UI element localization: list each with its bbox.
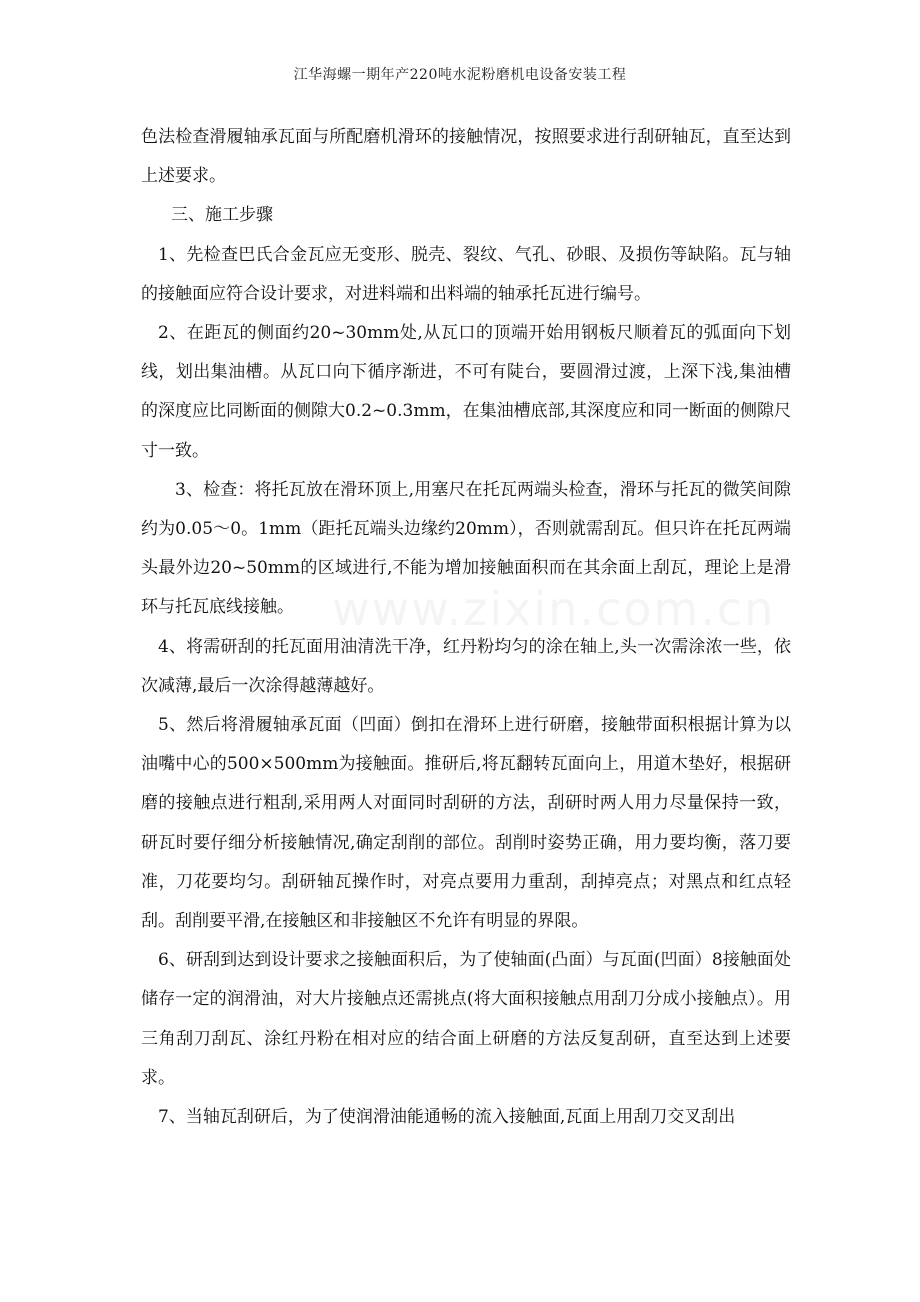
paragraph-step-3: 3、检查：将托瓦放在滑环顶上,用塞尺在托瓦两端头检查，滑环与托瓦的微笑间隙约为0.05～0。1mm（距托瓦端头边缘约20mm），否则就需刮瓦。但只许在托瓦两端头最外边20~50mm的区域进行,不能为增加接触面积而在其余面上刮瓦，理论上是滑环与托瓦底线接触。 bbox=[141, 479, 791, 618]
paragraph-step-7: 7、当轴瓦刮研后，为了使润滑油能通畅的流入接触面,瓦面上用刮刀交叉刮出 bbox=[158, 1107, 736, 1128]
section-heading: 三、施工步骤 bbox=[171, 205, 273, 226]
watermark: www.zixin.com.cn bbox=[332, 582, 776, 636]
paragraph-step-2: 2、在距瓦的侧面约20~30mm处,从瓦口的顶端开始用钢板尺顺着瓦的弧面向下划线，划出集油槽。从瓦口向下循序渐进，不可有陡台，要圆滑过渡，上深下浅,集油槽的深度应比同断面的侧隙大0.2~0.3mm，在集油槽底部,其深度应和同一断面的侧隙尺寸一致。 bbox=[141, 323, 791, 461]
paragraph-step-4: 4、将需研刮的托瓦面用油清洗干净，红丹粉均匀的涂在轴上,头一次需涂浓一些，依次减薄,最后一次涂得越薄越好。 bbox=[141, 636, 791, 696]
paragraph-step-6: 6、研刮到达到设计要求之接触面积后，为了使轴面(凸面）与瓦面(凹面）8接触面处储存一定的润滑油，对大片接触点还需挑点(将大面积接触点用刮刀分成小接触点）。用三角刮刀刮瓦、涂红丹粉在相对应的结合面上研磨的方法反复刮研，直至达到上述要求。 bbox=[141, 950, 791, 1088]
paragraph-step-1: 1、先检查巴氏合金瓦应无变形、脱壳、裂纹、气孔、砂眼、及损伤等缺陷。瓦与轴的接触面应符合设计要求，对进料端和出料端的轴承托瓦进行编号。 bbox=[141, 244, 791, 304]
page-header: 江华海螺一期年产220吨水泥粉磨机电设备安装工程 bbox=[293, 67, 627, 83]
paragraph-step-5: 5、然后将滑履轴承瓦面（凹面）倒扣在滑环上进行研磨，接触带面积根据计算为以油嘴中心的500×500mm为接触面。推研后,将瓦翻转瓦面向上，用道木垫好，根据研磨的接触点进行粗刮,采用两人对面同时刮研的方法，刮研时两人用力尽量保持一致，研瓦时要仔细分析接触情况,确定刮削的部位。刮削时姿势正确，用力要均衡，落刀要准，刀花要均匀。刮研轴瓦操作时，对亮点要用力重刮，刮掉亮点；对黑点和红点轻刮。刮削要平滑,在接触区和非接触区不允许有明显的界限。 bbox=[141, 715, 791, 932]
paragraph-continuation: 色法检查滑履轴承瓦面与所配磨机滑环的接触情况，按照要求进行刮研轴瓦，直至达到上述要求。 bbox=[141, 127, 791, 187]
document-body bbox=[141, 118, 791, 1137]
